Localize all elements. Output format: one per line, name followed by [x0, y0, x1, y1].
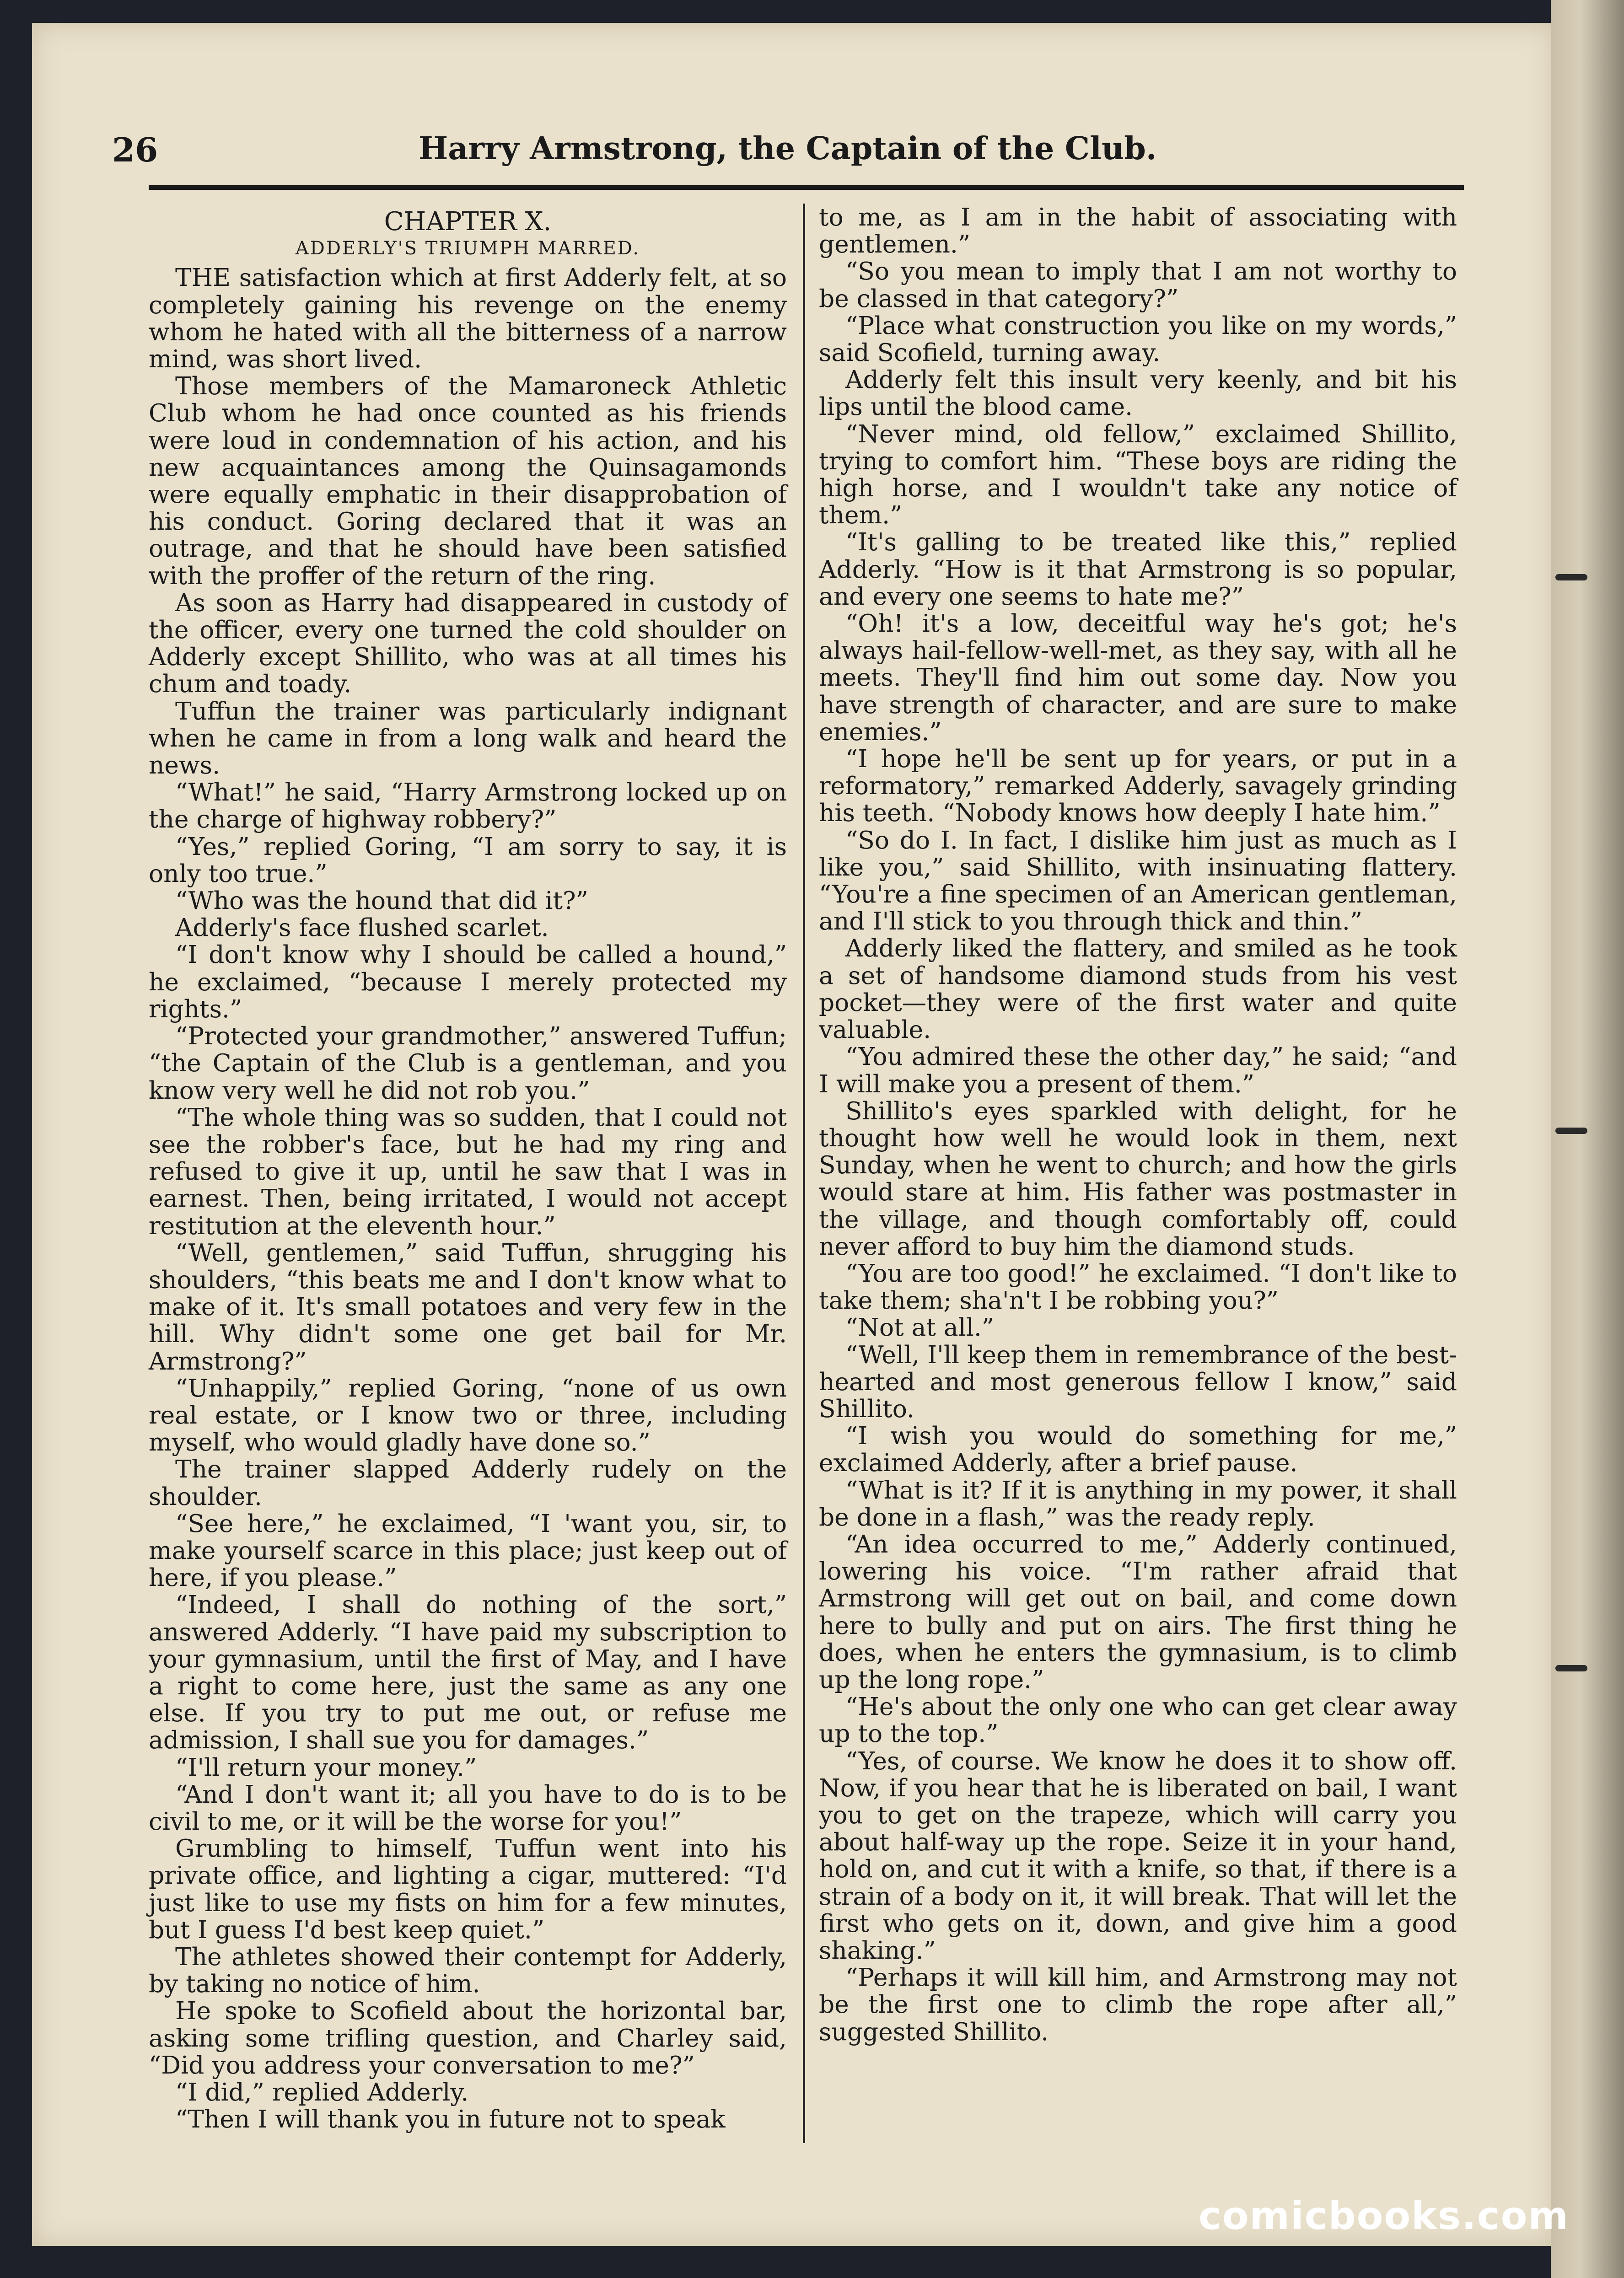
paragraph: “He's about the only one who can get clear away up to the top.”	[819, 1692, 1457, 1748]
paragraph: “What is it? If it is anything in my power, it shall be done in a flash,” was the ready reply.	[819, 1475, 1457, 1531]
paragraph: “Who was the hound that did it?”	[175, 886, 588, 915]
paragraph: Grumbling to himself, Tuffun went into his private office, and lighting a cigar, muttered: “I'd just like to use my fists on him for a few minutes, but I guess I'd best keep quiet.”	[149, 1834, 787, 1944]
paragraph: “Well, I'll keep them in remembrance of the best-hearted and most generous fellow I know,” said Shillito.	[819, 1340, 1457, 1423]
binding-stitch	[1555, 574, 1587, 580]
paragraph: to me, as I am in the habit of associating with gentlemen.”	[819, 203, 1457, 259]
header-rule	[149, 185, 1464, 190]
paragraph: “So do I. In fact, I dislike him just as much as I like you,” said Shillito, with insinuating flattery. “You're a fine specimen of an American gentleman, and I'll stick to you through thick and thin.”	[819, 825, 1457, 936]
paragraph: Adderly's face flushed scarlet.	[175, 913, 549, 942]
paragraph: “Well, gentlemen,” said Tuffun, shrugging his shoulders, “this beats me and I don't know what to make of it. It's small potatoes and very few in the hill. Why didn't some one get bail for Mr. Armstrong?”	[149, 1238, 787, 1375]
paragraph: “Yes, of course. We know he does it to show off. Now, if you hear that he is liberated on bail, I want you to get on the trapeze, which will carry you about half-way up the rope. Seize it in your hand, hold on, and cut it with a knife, so that, if there is a strain of a body on it, it will break. That will let the first who gets on it, down, and give him a good shaking.”	[819, 1746, 1457, 1965]
site-watermark: comicbooks.com	[1199, 2193, 1569, 2238]
paragraph: “Perhaps it will kill him, and Armstrong may not be the first one to climb the rope after all,” suggested Shillito.	[819, 1963, 1457, 2046]
paragraph: “I don't know why I should be called a hound,” he exclaimed, “because I merely protected my rights.”	[149, 940, 787, 1023]
paragraph: “An idea occurred to me,” Adderly continued, lowering his voice. “I'm rather afraid that Armstrong will get out on bail, and come down here to bully and put on airs. The first thing he does, when he enters the gymnasium, is to climb up the long rope.”	[819, 1529, 1457, 1694]
binding-stitch	[1555, 1128, 1587, 1134]
binding-stitch	[1555, 1665, 1587, 1671]
paragraph: Tuffun the trainer was particularly indignant when he came in from a long walk and heard the news.	[149, 696, 787, 780]
page-number: 26	[112, 130, 158, 169]
paragraph: Those members of the Mamaroneck Athletic Club whom he had once counted as his friends were loud in condemnation of his action, and his new acquaintances among the Quinsagamonds were equally emphatic in their disapprobation of his conduct. Goring declared that it was an outrage, and that he should have been satisfied with the proffer of the return of the ring.	[149, 371, 787, 590]
paragraph: “Unhappily,” replied Goring, “none of us own real estate, or I know two or three, including myself, who would gladly have done so.”	[149, 1373, 787, 1457]
chapter-subheading: ADDERLY'S TRIUMPH MARRED.	[295, 238, 640, 259]
paragraph: “I'll return your money.”	[175, 1752, 477, 1782]
column-divider	[803, 204, 805, 2143]
paragraph: The athletes showed their contempt for Adderly, by taking no notice of him.	[149, 1942, 787, 1999]
paragraph: “You are too good!” he exclaimed. “I don't like to take them; sha'n't I be robbing you?”	[819, 1258, 1457, 1315]
paragraph: “It's galling to be treated like this,” replied Adderly. “How is it that Armstrong is so popular, and every one seems to hate me?”	[819, 527, 1457, 611]
paragraph: “Protected your grandmother,” answered Tuffun; “the Captain of the Club is a gentleman, and you know very well he did not rob you.”	[149, 1021, 787, 1105]
paragraph: “You admired these the other day,” he said; “and I will make you a present of them.”	[819, 1042, 1457, 1098]
paragraph: Adderly felt this insult very keenly, and bit his lips until the blood came.	[819, 365, 1457, 421]
paragraph: “What!” he said, “Harry Armstrong locked up on the charge of highway robbery?”	[149, 778, 787, 834]
chapter-heading: CHAPTER X.	[384, 207, 552, 236]
paragraph: “See here,” he exclaimed, “I 'want you, sir, to make yourself scarce in this place; just keep out of here, if you please.”	[149, 1509, 787, 1592]
paragraph: The trainer slapped Adderly rudely on the shoulder.	[149, 1455, 787, 1511]
paragraph: “Indeed, I shall do nothing of the sort,” answered Adderly. “I have paid my subscription to your gymnasium, until the first of May, and I have a right to come here, just the same as any one else. If you try to put me out, or refuse me admission, I shall sue you for damages.”	[149, 1590, 787, 1755]
paragraph: “Oh! it's a low, deceitful way he's got; he's always hail-fellow-well-met, as they say, with all he meets. They'll find him out some day. Now you have strength of character, and are sure to make enemies.”	[819, 609, 1457, 746]
paragraph: “I did,” replied Adderly.	[175, 2078, 469, 2107]
paragraph: “Yes,” replied Goring, “I am sorry to say, it is only too true.”	[149, 832, 787, 888]
left-column	[149, 204, 787, 2133]
paragraph: “So you mean to imply that I am not worthy to be classed in that category?”	[819, 257, 1457, 313]
paragraph: “Place what construction you like on my words,” said Scofield, turning away.	[819, 311, 1457, 367]
paragraph: “Then I will thank you in future not to speak	[175, 2105, 726, 2134]
running-title: Harry Armstrong, the Captain of the Club.	[419, 130, 1157, 167]
paragraph: Adderly liked the flattery, and smiled as he took a set of handsome diamond studs from his vest pocket—they were of the first water and quite valuable.	[819, 934, 1457, 1044]
right-column	[819, 204, 1457, 2045]
paragraph: “The whole thing was so sudden, that I could not see the robber's face, but he had my ring and refused to give it up, until he saw that I was in earnest. Then, being irritated, I would not accept restitution at the eleventh hour.”	[149, 1102, 787, 1240]
paragraph: Shillito's eyes sparkled with delight, for he thought how well he would look in them, next Sunday, when he went to church; and how the girls would stare at him. His father was postmaster in the village, and though comfortably off, could never afford to buy him the diamond studs.	[819, 1096, 1457, 1261]
paragraph: THE satisfaction which at first Adderly felt, at so completely gaining his revenge on the enemy whom he hated with all the bitterness of a narrow mind, was short lived.	[149, 263, 787, 374]
paragraph: “Not at all.”	[845, 1313, 995, 1342]
paragraph: “I wish you would do something for me,” exclaimed Adderly, after a brief pause.	[819, 1421, 1457, 1477]
paragraph: “Never mind, old fellow,” exclaimed Shillito, trying to comfort him. “These boys are riding the high horse, and I wouldn't take any notice of them.”	[819, 419, 1457, 530]
paragraph: As soon as Harry had disappeared in custody of the officer, every one turned the cold shoulder on Adderly except Shillito, who was at all times his chum and toady.	[149, 588, 787, 698]
paragraph: “I hope he'll be sent up for years, or put in a reformatory,” remarked Adderly, savagely grinding his teeth. “Nobody knows how deeply I hate him.”	[819, 744, 1457, 827]
page-edge	[1551, 0, 1624, 2278]
paragraph: He spoke to Scofield about the horizontal bar, asking some trifling question, and Charley said, “Did you address your conversation to me?”	[149, 1996, 787, 2079]
paragraph: “And I don't want it; all you have to do is to be civil to me, or it will be the worse for you!”	[149, 1779, 787, 1836]
page-header	[112, 130, 1462, 181]
